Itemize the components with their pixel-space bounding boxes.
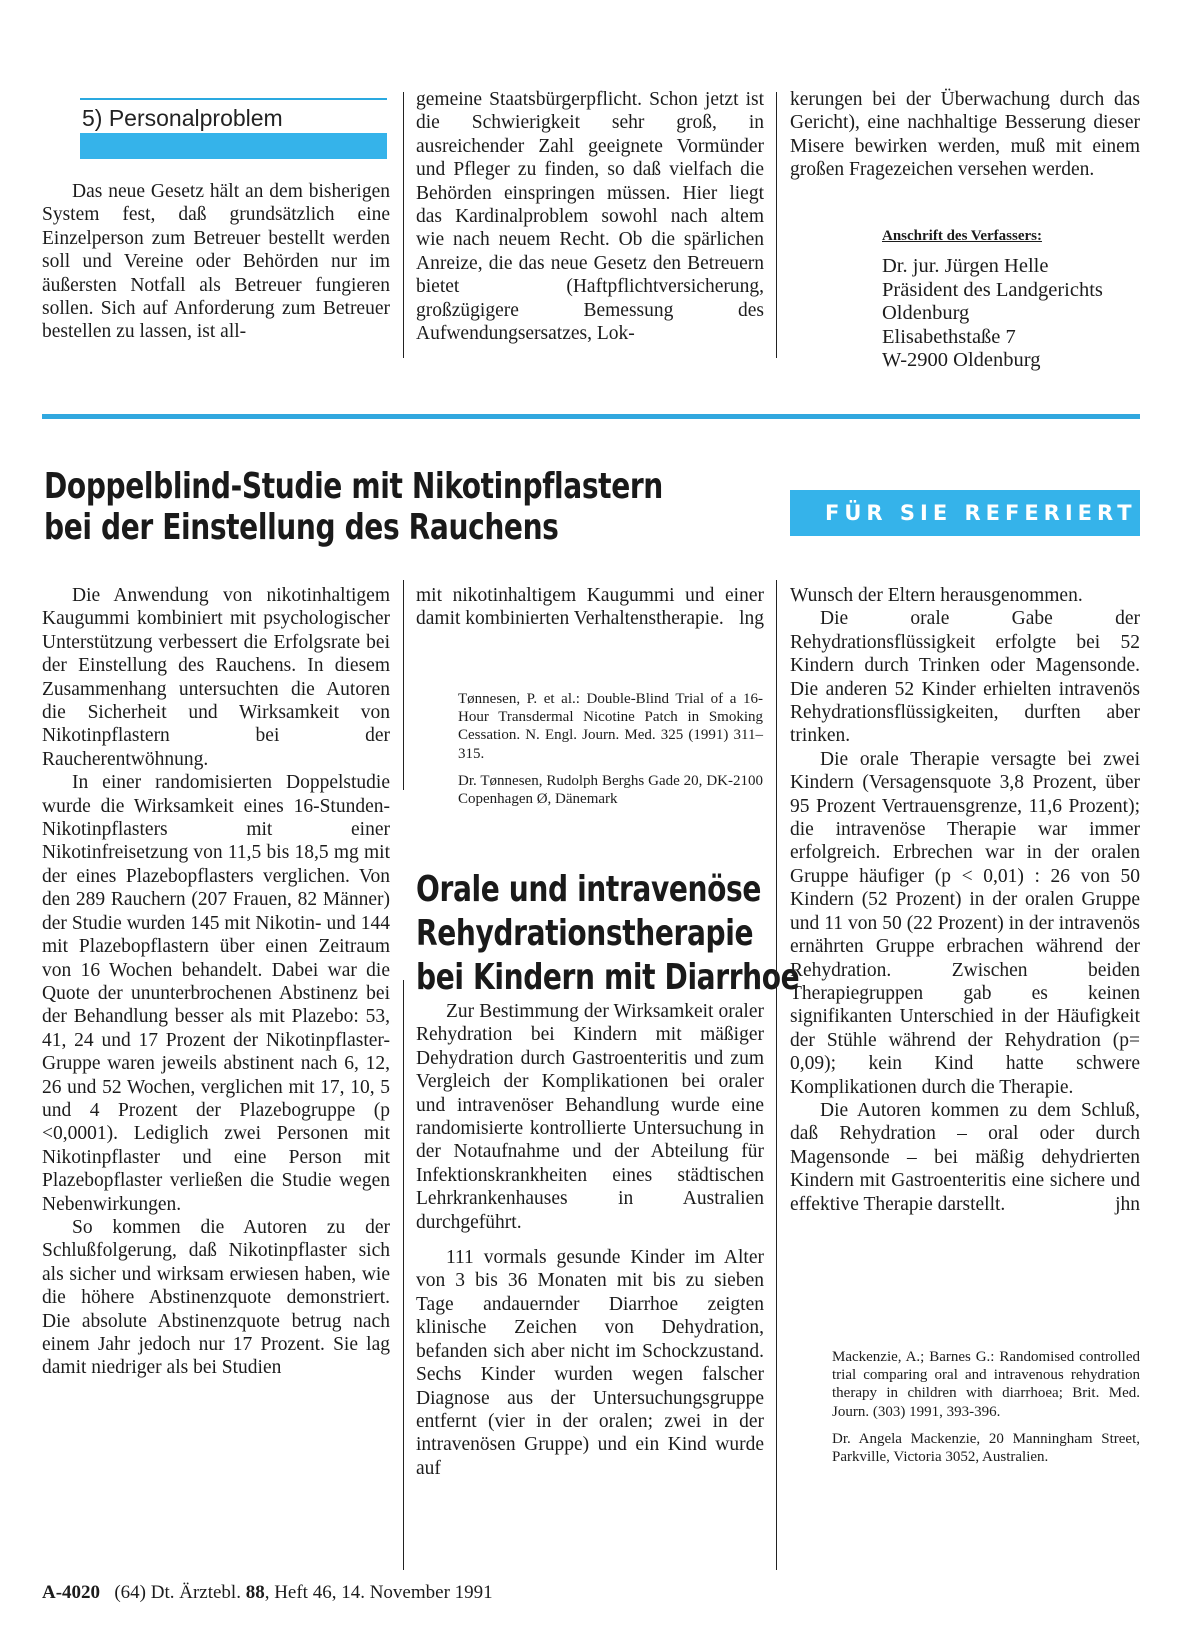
column-divider [403, 92, 404, 358]
address-line: Oldenburg [882, 302, 970, 324]
paragraph: So kommen die Autoren zu der Schlußfolgerung, daß Nikotinpflaster sich als sicher und wirksam erwiesen haben, wie die höhere Abstinenzquote demonstriert. Die absolute Abstinenzquote betrug nach einem Jahr jedoch nur 17 Prozent. Sie lag damit niedriger als bei Studien [42, 1216, 390, 1379]
headline-line: Doppelblind-Studie mit Nikotinpflastern [44, 466, 663, 507]
address-line: Präsident des Landgerichts [882, 278, 1103, 301]
article1-reference [458, 690, 763, 817]
column-divider [776, 92, 777, 358]
author-signature: jhn [1115, 1193, 1140, 1215]
section-heading [80, 98, 387, 159]
headline-line: Rehydrationstherapie [416, 913, 754, 954]
paragraph [416, 584, 764, 631]
article1-continuation [416, 584, 764, 631]
footer-volume: 88 [245, 1582, 265, 1603]
footer-journal: (64) Dt. Ärztebl. [114, 1582, 241, 1603]
section-heading-rule [80, 98, 387, 100]
headline-line: bei der Einstellung des Rauchens [44, 507, 559, 548]
paragraph-text: Die Autoren kommen zu dem Schluß, daß Rehydration – oral oder durch Magensonde – bei mäßig dehydrierten Kindern mit Gastroenteritis eine sichere und effektive Therapie darstellt. [790, 1099, 1140, 1215]
paragraph: Zur Bestimmung der Wirksamkeit oraler Rehydration bei Kindern mit mäßiger Dehydration durch Gastroenteritis und zum Vergleich der Komplikationen bei oraler und intravenöser Behandlung wurde eine randomisierte kontrollierte Untersuchung in der Notaufnahme und der Abteilung für Infektionskrankheiten eines städtischen Lehrkrankenhauses in Australien durchgeführt. [416, 1001, 764, 1233]
article2-reference [832, 1348, 1140, 1475]
contact-address: Dr. Tønnesen, Rudolph Berghs Gade 20, DK-2100 Copenhagen Ø, Dänemark [458, 772, 763, 808]
continuation-text: mit nikotinhaltigem Kaugummi und einer damit kombinierten Verhaltenstherapie. [416, 585, 764, 630]
article2-headline [416, 868, 799, 1000]
section-separator [42, 414, 1140, 419]
address-line: W-2900 Oldenburg [882, 349, 1041, 371]
footer-issue: , Heft 46, 14. November 1991 [264, 1582, 493, 1603]
paragraph: In einer randomisierten Doppelstudie wurde die Wirksamkeit eines 16-Stunden-Nikotinpflasters mit einer Nikotinfreisetzung von 11,5 bis 18,5 mg mit der eines Plazebopflasters verglichen. Von den 289 Rauchern (207 Frauen, 82 Männer) der Studie wurden 145 mit Nikotin- und 144 mit Plazebopflastern über einen Zeitraum von 16 Wochen behandelt. Dabei war die Quote der ununterbrochenen Abstinenz bei der Behandlung besser als mit Plazebo: 53, 41, 24 und 17 Prozent der Nikotinpflaster-Gruppe waren jeweils abstinent nach 6, 12, 26 und 52 Wochen, verglichen mit 17, 10, 5 und 4 Prozent der Plazebogruppe (p <0,0001). Lediglich zwei Personen mit Nikotinpflaster und eine Person mit Plazebopflaster verließen die Studie wegen Nebenwirkungen. [42, 772, 390, 1215]
top-column-3 [790, 88, 1140, 182]
author-address [882, 228, 1152, 373]
top-column-1 [42, 180, 390, 344]
contact-address: Dr. Angela Mackenzie, 20 Manningham Street, Parkville, Victoria 3052, Australien. [832, 1430, 1140, 1466]
paragraph: gemeine Staatsbürgerpflicht. Schon jetzt ist die Schwierigkeit sehr groß, in ausreichender Zahl geeignete Vormünder und Pfleger zu finden, so daß vielfach die Behörden einspringen müssen. Hier liegt das Kardinalproblem sowohl nach altem wie nach neuem Recht. Ob die spärlichen Anreize, die das neue Gesetz den Betreuern bietet (Haftpflichtversicherung, großzügigere Bemessung des Aufwendungsersatzes, Lok- [416, 89, 764, 345]
address-line: Dr. jur. Jürgen Helle [882, 255, 1049, 277]
section-badge: FÜR SIE REFERIERT [790, 490, 1140, 536]
paragraph: kerungen bei der Überwachung durch das Gericht), eine nachhaltige Besserung dieser Misere bewirken werden, muß mit einem großen Fragezeichen versehen werden. [790, 89, 1140, 181]
column-divider [403, 980, 404, 1570]
headline-line: Orale und intravenöse [416, 869, 762, 910]
paragraph: 111 vormals gesunde Kinder im Alter von 3 bis 36 Monaten mit bis zu sieben Tage andauernder Diarrhoe zeigten klinische Zeichen von Dehydration, befanden sich aber nicht im Schockzustand. Sechs Kinder wurden wegen falscher Diagnose aus der Untersuchungsgruppe entfernt (vier in der oralen; zwei in der intravenösen Gruppe) und ein Kind wurde auf [416, 1247, 764, 1479]
paragraph: Wunsch der Eltern herausgenommen. [790, 585, 1083, 606]
article2-column-2 [416, 1000, 764, 1480]
paragraph [790, 1099, 1140, 1216]
address-line: Elisabethstaße 7 [882, 325, 1016, 348]
page-footer [42, 1582, 493, 1604]
article1-column-1 [42, 584, 390, 1380]
paragraph: Das neue Gesetz hält an dem bisherigen System fest, daß grundsätzlich eine Einzelperson zum Betreuer bestellt werden soll und Vereine oder Behörden nur im äußersten Notfall als Betreuer fungieren sollen. Sich auf Anforderung zum Betreuer bestellen zu lassen, ist all- [42, 181, 390, 343]
column-divider [776, 580, 777, 1570]
article1-headline [44, 466, 663, 548]
citation: Tønnesen, P. et al.: Double-Blind Trial of a 16-Hour Transdermal Nicotine Patch in Smoking Cessation. N. Engl. Journ. Med. 325 (1991) 311–315. [458, 691, 763, 762]
citation: Mackenzie, A.; Barnes G.: Randomised controlled trial comparing oral and intravenous rehydration therapy in children with diarrhoea; Brit. Med. Journ. (303) 1991, 393-396. [832, 1349, 1140, 1420]
column-divider [403, 580, 404, 790]
headline-line: bei Kindern mit Diarrhoe [416, 957, 800, 998]
section-heading-bar [80, 133, 387, 159]
page-code: A-4020 [42, 1582, 101, 1603]
article2-column-3 [790, 584, 1140, 1216]
paragraph: Die Anwendung von nikotinhaltigem Kaugummi kombiniert mit psychologischer Unterstützung verbessert die Erfolgsrate bei der Einstellung des Rauchens. In diesem Zusammenhang untersuchten die Autoren die Sicherheit und Wirksamkeit von Nikotinpflastern bei der Raucherentwöhnung. [42, 585, 390, 770]
top-column-2 [416, 88, 764, 345]
author-signature: lng [739, 608, 764, 630]
paragraph: Die orale Therapie versagte bei zwei Kindern (Versagensquote 3,8 Prozent, über 95 Prozent Vertrauensgrenze, 11,6 Prozent); die intravenöse Therapie war immer erfolgreich. Erbrechen war in der oralen Gruppe häufiger (p < 0,01) : 26 von 50 Kindern (52 Prozent) in der oralen Gruppe und 11 von 50 (22 Prozent) in der intravenös ernährten Gruppe erbrachen während der Rehydration. Zwischen beiden Therapiegruppen gab es keinen signifikanten Unterschied in der Häufigkeit der Stühle während der Rehydration (p= 0,09); kein Kind hatte schwere Komplikationen durch die Therapie. [790, 748, 1140, 1098]
paragraph: Die orale Gabe der Rehydrationsflüssigkeit erfolgte bei 52 Kindern durch Trinken oder Magensonde. Die anderen 52 Kinder erhielten intravenös Rehydrationsflüssigkeiten, durften aber trinken. [790, 608, 1140, 747]
address-heading: Anschrift des Verfassers: [882, 228, 1042, 244]
section-title: 5) Personalproblem [82, 105, 283, 131]
